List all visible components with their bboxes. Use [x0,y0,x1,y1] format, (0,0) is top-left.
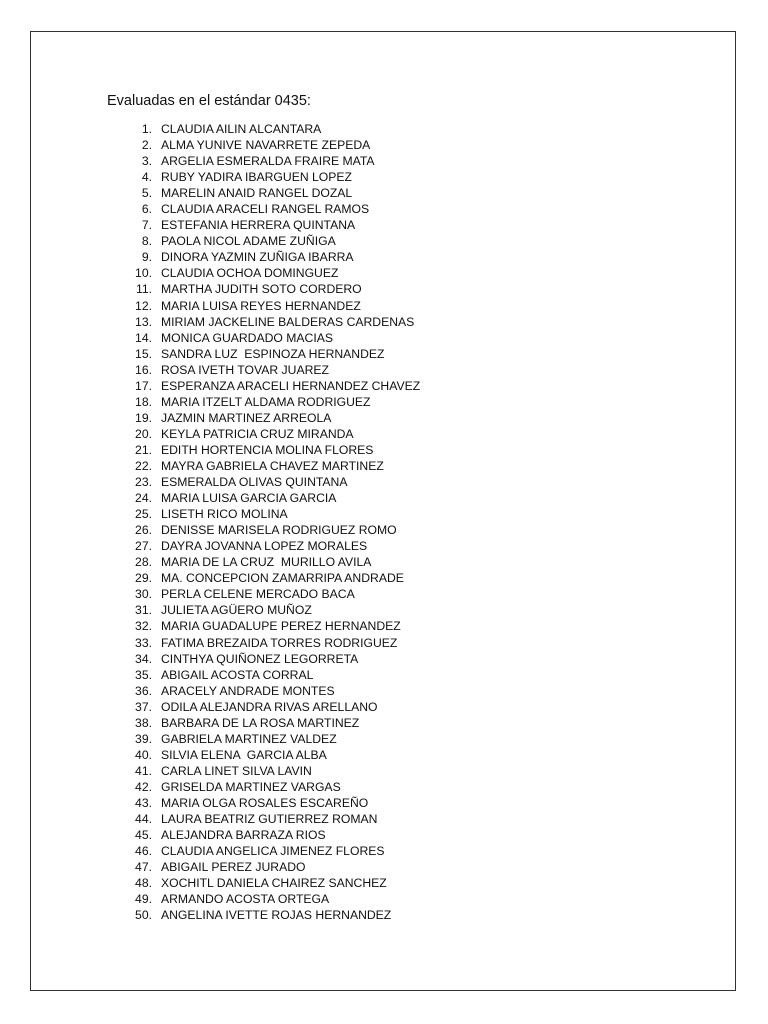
list-item-name: JULIETA AGÜERO MUÑOZ [161,603,312,618]
list-item-name: ODILA ALEJANDRA RIVAS ARELLANO [161,699,378,714]
list-item-number: 44. [135,812,152,827]
list-item [118,249,420,265]
list-item-name: MA. CONCEPCION ZAMARRIPA ANDRADE [161,571,404,586]
list-item [118,795,420,811]
list-item-number: 33. [135,635,152,650]
list-item-number: 30. [135,587,152,602]
list-item-number: 41. [135,763,152,778]
list-item-number: 11. [135,282,152,297]
list-item-number: 31. [135,603,152,618]
list-item-number: 35. [135,667,152,682]
list-item-name: KEYLA PATRICIA CRUZ MIRANDA [161,426,354,441]
list-item-name: BARBARA DE LA ROSA MARTINEZ [161,715,360,730]
list-item-name: CLAUDIA OCHOA DOMINGUEZ [161,266,339,281]
list-item-name: CLAUDIA ANGELICA JIMENEZ FLORES [161,844,385,859]
list-item [118,217,420,233]
list-item-name: ABIGAIL PEREZ JURADO [161,860,306,875]
list-item-name: JAZMIN MARTINEZ ARREOLA [161,410,332,425]
list-item-name: MARELIN ANAID RANGEL DOZAL [161,186,353,201]
list-item-number: 36. [135,683,152,698]
list-item-name: ESMERALDA OLIVAS QUINTANA [161,475,348,490]
list-item-name: MIRIAM JACKELINE BALDERAS CARDENAS [161,314,415,329]
list-item-number: 37. [135,699,152,714]
list-item-number: 48. [135,876,152,891]
list-item-name: MONICA GUARDADO MACIAS [161,330,333,345]
list-item [118,281,420,297]
list-item-name: MARIA GUADALUPE PEREZ HERNANDEZ [161,619,401,634]
list-item-number: 18. [135,394,152,409]
list-item-number: 10. [135,266,152,281]
list-item [118,859,420,875]
list-item-name: MARTHA JUDITH SOTO CORDERO [161,282,362,297]
page-heading: Evaluadas en el estándar 0435: [107,93,311,109]
list-item-number: 15. [135,346,152,361]
list-item-number: 1. [141,122,152,136]
list-item [118,426,420,442]
list-item-number: 29. [135,571,152,586]
list-item [118,779,420,795]
list-item-name: DENISSE MARISELA RODRIGUEZ ROMO [161,523,397,538]
list-item [118,586,420,602]
list-item-name: ABIGAIL ACOSTA CORRAL [161,667,314,682]
list-item-number: 25. [135,507,152,522]
document-page [30,31,736,991]
list-item [118,490,420,506]
list-item-name: MARIA ITZELT ALDAMA RODRIGUEZ [161,394,371,409]
list-item-name: SILVIA ELENA GARCIA ALBA [161,747,327,762]
list-item [118,442,420,458]
list-item [118,346,420,362]
list-item-name: ALEJANDRA BARRAZA RIOS [161,828,326,843]
list-item [118,137,420,153]
list-item-number: 9. [141,250,152,265]
list-item-name: DINORA YAZMIN ZUÑIGA IBARRA [161,250,354,265]
list-item-number: 43. [135,795,152,810]
list-item [118,330,420,346]
list-item-name: ALMA YUNIVE NAVARRETE ZEPEDA [161,138,371,153]
list-item [118,811,420,827]
list-item-name: SANDRA LUZ ESPINOZA HERNANDEZ [161,346,385,361]
list-item [118,201,420,217]
list-item [118,715,420,731]
list-item [118,233,420,249]
list-item-name: ROSA IVETH TOVAR JUAREZ [161,362,329,377]
list-item-number: 27. [135,539,152,554]
list-item-number: 47. [135,860,152,875]
list-item-name: ANGELINA IVETTE ROJAS HERNANDEZ [161,908,392,923]
list-item-number: 46. [135,844,152,859]
list-item-number: 3. [141,154,152,169]
names-list [118,121,420,923]
list-item-name: ESTEFANIA HERRERA QUINTANA [161,218,356,233]
list-item [118,298,420,314]
list-item-number: 20. [135,426,152,441]
list-item [118,747,420,763]
list-item-name: LAURA BEATRIZ GUTIERREZ ROMAN [161,812,378,827]
list-item-name: XOCHITL DANIELA CHAIREZ SANCHEZ [161,876,387,891]
list-item-number: 45. [135,828,152,843]
list-item [118,731,420,747]
list-item-number: 28. [135,555,152,570]
list-item-number: 40. [135,747,152,762]
list-item-number: 24. [135,491,152,506]
list-item-name: FATIMA BREZAIDA TORRES RODRIGUEZ [161,635,398,650]
list-item [118,522,420,538]
list-item-number: 12. [135,298,152,313]
list-item [118,153,420,169]
list-item [118,907,420,923]
list-item [118,699,420,715]
list-item-name: CLAUDIA ARACELI RANGEL RAMOS [161,202,370,217]
list-item-number: 50. [135,908,152,923]
list-item-name: MAYRA GABRIELA CHAVEZ MARTINEZ [161,458,384,473]
list-item [118,314,420,330]
list-item-number: 4. [141,170,152,185]
list-item-number: 32. [135,619,152,634]
list-item [118,506,420,522]
list-item-number: 7. [141,218,152,233]
list-item-name: PAOLA NICOL ADAME ZUÑIGA [161,234,336,249]
list-item-number: 22. [135,458,152,473]
list-item [118,683,420,699]
list-item [118,763,420,779]
list-item-number: 19. [135,410,152,425]
list-item-name: MARIA OLGA ROSALES ESCAREÑO [161,795,369,810]
list-item-name: MARIA LUISA GARCIA GARCIA [161,491,337,506]
list-item-name: ARGELIA ESMERALDA FRAIRE MATA [161,154,375,169]
list-item-name: RUBY YADIRA IBARGUEN LOPEZ [161,170,352,185]
list-item [118,602,420,618]
list-item-number: 16. [135,362,152,377]
list-item [118,410,420,426]
list-item-name: ARMANDO ACOSTA ORTEGA [161,892,330,907]
list-item-number: 8. [141,234,152,249]
list-item-number: 23. [135,475,152,490]
list-item [118,538,420,554]
list-item-name: GRISELDA MARTINEZ VARGAS [161,779,341,794]
list-item-number: 14. [135,330,152,345]
list-item [118,474,420,490]
list-item [118,185,420,201]
list-item [118,891,420,907]
list-item [118,362,420,378]
list-item [118,378,420,394]
list-item [118,121,420,137]
list-item [118,843,420,859]
list-item-number: 26. [135,523,152,538]
list-item-number: 38. [135,715,152,730]
list-item [118,618,420,634]
list-item [118,635,420,651]
list-item-name: LISETH RICO MOLINA [161,507,288,522]
list-item [118,554,420,570]
list-item-number: 5. [141,186,152,201]
list-item-name: GABRIELA MARTINEZ VALDEZ [161,731,337,746]
list-item-name: CLAUDIA AILIN ALCANTARA [161,122,322,136]
list-item-number: 49. [135,892,152,907]
list-item-number: 21. [135,442,152,457]
list-item [118,875,420,891]
list-item [118,667,420,683]
list-item-number: 6. [141,202,152,217]
list-item-number: 17. [135,378,152,393]
list-item [118,651,420,667]
list-item-name: CINTHYA QUIÑONEZ LEGORRETA [161,651,359,666]
list-item-number: 13. [135,314,152,329]
list-item [118,265,420,281]
list-item-number: 42. [135,779,152,794]
list-item-number: 2. [141,138,152,153]
list-item [118,570,420,586]
list-item-name: EDITH HORTENCIA MOLINA FLORES [161,442,374,457]
list-item [118,169,420,185]
list-item-name: CARLA LINET SILVA LAVIN [161,763,312,778]
list-item-name: MARIA LUISA REYES HERNANDEZ [161,298,361,313]
list-item-number: 34. [135,651,152,666]
list-item-name: PERLA CELENE MERCADO BACA [161,587,355,602]
list-item [118,827,420,843]
list-item-name: ESPERANZA ARACELI HERNANDEZ CHAVEZ [161,378,421,393]
list-item-name: ARACELY ANDRADE MONTES [161,683,335,698]
list-item-name: DAYRA JOVANNA LOPEZ MORALES [161,539,368,554]
list-item [118,458,420,474]
list-item-name: MARIA DE LA CRUZ MURILLO AVILA [161,555,372,570]
list-item-number: 39. [135,731,152,746]
list-item [118,394,420,410]
